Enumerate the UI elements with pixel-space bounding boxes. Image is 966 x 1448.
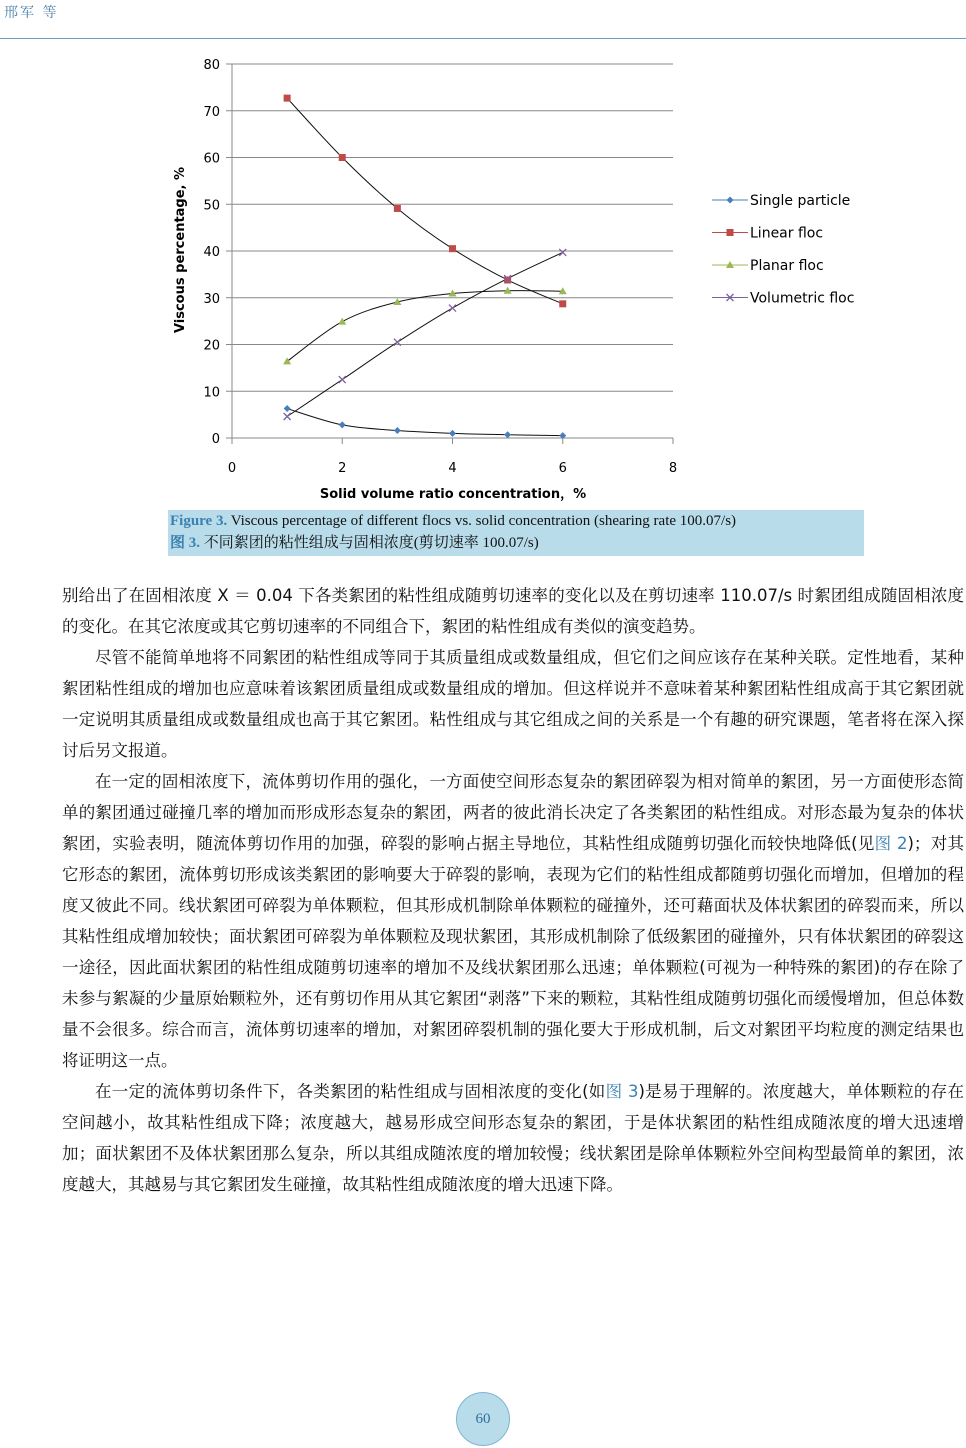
x-tick-label: 8	[668, 461, 678, 476]
header-divider	[0, 38, 966, 39]
caption-zh-label: 图 3.	[170, 535, 201, 551]
paragraph-text: )；对其它形态的絮团，流体剪切形成该类絮团的影响要大于碎裂的影响，表现为它们的粘性组成都随剪切强化而增加，但增加的程度又彼此不同。线状絮团可碎裂为单体颗粒，但其形成机制除单体颗粒的碰撞外，还可藉面状及体状絮团的碎裂而来，所以其粘性组成增加较快；面状絮团可碎裂为单体颗粒及现状絮团，其形成机制除了低级絮团的碰撞外，只有体状絮团的碎裂这一途径，因此面状絮团的粘性组成随剪切速率的增加不及线状絮团那么迅速；单体颗粒(可视为一种特殊的絮团)的存在除了未参与絮凝的少量原始颗粒外，还有剪切作用从其它絮团“剥落”下来的颗粒，其粘性组成随剪切强化而缓慢增加，但总体数量不会很多。综合而言，流体剪切速率的增加，对絮团碎裂机制的强化要大于形成机制，后文对絮团平均粒度的测定结果也将证明这一点。	[62, 834, 965, 1070]
legend-marker-linear-floc	[727, 229, 734, 236]
data-point-single-particle	[394, 427, 401, 434]
paragraph: 别给出了在固相浓度 X ＝ 0.04 下各类絮团的粘性组成随剪切速率的变化以及在剪切速率 110.07/s 时絮团组成随固相浓度的变化。在其它浓度或其它剪切速率的不同组合下，絮团的粘性组成有类似的演变趋势。	[62, 586, 964, 636]
series-line-volumetric-floc	[287, 252, 563, 416]
figure-3-link[interactable]: 图 3	[605, 1082, 639, 1101]
figure-caption	[168, 510, 864, 556]
paragraph-text: )是易于理解的。浓度越大，单体颗粒的存在空间越小，故其粘性组成下降；浓度越大，越易形成空间形态复杂的絮团，于是体状絮团的粘性组成随浓度的增大迅速增加；面状絮团不及体状絮团那么复杂，所以其组成随浓度的增加较慢；线状絮团是除单体颗粒外空间构型最简单的絮团，浓度越大，其越易与其它絮团发生碰撞，故其粘性组成随浓度的增大迅速下降。	[62, 1082, 965, 1194]
paragraph	[62, 766, 964, 1076]
x-tick-label: 0	[227, 461, 237, 476]
running-header: 邢军 等	[4, 5, 59, 21]
x-axis-label: Solid volume ratio concentration，%	[319, 487, 587, 502]
y-tick-label: 60	[203, 151, 220, 167]
y-tick-label: 80	[203, 58, 220, 73]
data-point-planar-floc	[338, 318, 346, 325]
y-axis-label: Viscous percentage, %	[173, 166, 188, 334]
paragraph	[62, 1076, 964, 1200]
legend-label-volumetric-floc: Volumetric floc	[750, 290, 855, 307]
data-point-volumetric-floc	[449, 305, 456, 312]
data-point-linear-floc	[339, 154, 346, 161]
data-point-volumetric-floc	[339, 376, 346, 383]
x-tick-label: 2	[338, 461, 347, 476]
paragraph: 尽管不能简单地将不同絮团的粘性组成等同于其质量组成或数量组成，但它们之间应该存在某种关联。定性地看，某种絮团粘性组成的增加也应意味着该絮团质量组成或数量组成的增加。但这样说并不意味着某种絮团粘性组成高于其它絮团就一定说明其质量组成或数量组成也高于其它絮团。粘性组成与其它组成之间的关系是一个有趣的研究课题，笔者将在深入探讨后另文报道。	[62, 648, 964, 760]
legend-label-planar-floc: Planar floc	[750, 258, 824, 274]
data-point-single-particle	[449, 430, 456, 437]
page-number: 60	[456, 1392, 510, 1446]
y-tick-label: 50	[203, 198, 220, 214]
legend-label-single-particle: Single particle	[750, 193, 851, 209]
data-point-volumetric-floc	[559, 249, 566, 256]
series-line-planar-floc	[287, 291, 563, 362]
y-tick-label: 10	[203, 385, 220, 401]
body-text	[62, 580, 964, 1200]
caption-zh-text: 不同絮团的粘性组成与固相浓度(剪切速率 100.07/s)	[200, 535, 539, 551]
y-tick-label: 20	[203, 338, 220, 354]
figure-2-link[interactable]: 图 2	[874, 834, 908, 853]
legend-marker-single-particle	[727, 197, 734, 204]
data-point-linear-floc	[394, 205, 401, 212]
data-point-linear-floc	[284, 95, 291, 102]
data-point-linear-floc	[559, 300, 566, 307]
paragraph-text: 在一定的固相浓度下，流体剪切作用的强化，一方面使空间形态复杂的絮团碎裂为相对简单的絮团，另一方面使形态简单的絮团通过碰撞几率的增加而形成形态复杂的絮团，两者的彼此消长决定了各类絮团的粘性组成。对形态最为复杂的体状絮团，实验表明，随流体剪切作用的加强，碎裂的影响占据主导地位，其粘性组成随剪切强化而较快地降低(见	[62, 772, 964, 853]
y-tick-label: 30	[203, 291, 220, 307]
caption-en-text: Viscous percentage of different flocs vs. solid concentration (shearing rate 100.07/s)	[227, 513, 737, 529]
caption-en-label: Figure 3.	[170, 513, 228, 529]
y-tick-label: 70	[203, 104, 220, 120]
data-point-single-particle	[504, 431, 511, 438]
x-tick-label: 6	[558, 461, 567, 476]
data-point-linear-floc	[504, 276, 511, 283]
series-line-single-particle	[287, 409, 563, 436]
y-tick-label: 40	[203, 245, 220, 260]
x-tick-label: 4	[448, 461, 457, 476]
data-point-volumetric-floc	[284, 413, 291, 420]
data-point-single-particle	[339, 421, 346, 428]
paragraph-text: 在一定的流体剪切条件下，各类絮团的粘性组成与固相浓度的变化(如	[95, 1082, 606, 1101]
legend-label-linear-floc: Linear floc	[750, 225, 824, 242]
y-tick-label: 0	[211, 432, 220, 447]
data-point-single-particle	[284, 405, 291, 412]
data-point-planar-floc	[283, 357, 291, 364]
viscous-percentage-chart	[160, 50, 880, 510]
data-point-linear-floc	[449, 245, 456, 252]
series-line-linear-floc	[287, 98, 563, 304]
